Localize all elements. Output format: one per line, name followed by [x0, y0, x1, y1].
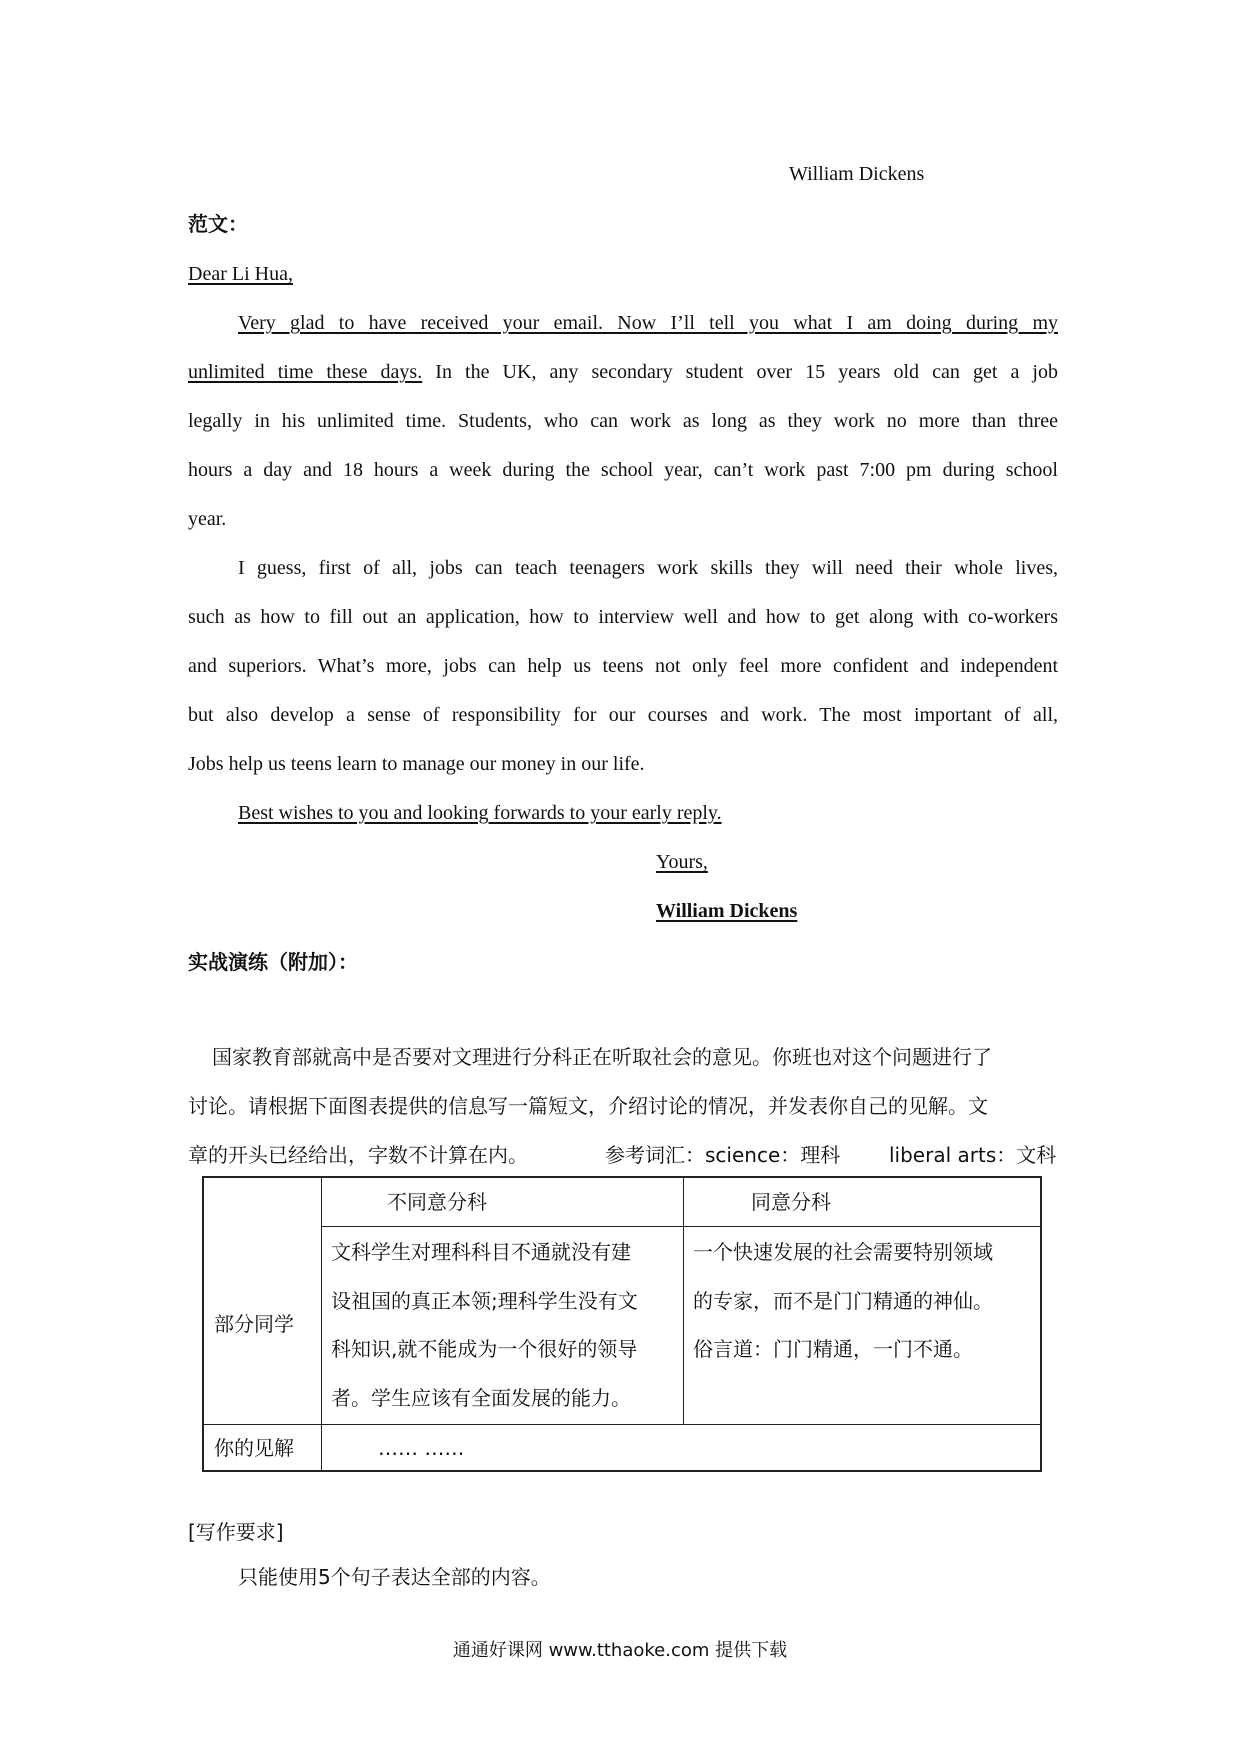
disagree-line1: 文科学生对理科科目不通就没有建 [331, 1240, 631, 1264]
agree-line1: 一个快速发展的社会需要特别领域 [693, 1240, 993, 1264]
model-essay-heading: 范文： [188, 212, 248, 236]
paragraph2-line2: such as how to fill out an application, how to interview well and how to get along with co-workers [188, 606, 1058, 628]
prompt-line1: 国家教育部就高中是否要对文理进行分科正在听取社会的意见。你班也对这个问题进行了 [212, 1045, 992, 1069]
header-signature: William Dickens [789, 163, 925, 185]
paragraph1-line2 [188, 360, 1058, 384]
requirement-text: 只能使用5个句子表达全部的内容。 [238, 1565, 551, 1589]
paragraph1-underlined-text: unlimited time these days. [188, 361, 423, 383]
disagree-line2: 设祖国的真正本领;理科学生没有文 [331, 1288, 638, 1313]
agree-line2: 的专家，而不是门门精通的神仙。 [693, 1288, 993, 1313]
prompt-line2: 讨论。请根据下面图表提供的信息写一篇短文，介绍讨论的情况，并发表你自己的见解。文 [188, 1094, 988, 1118]
letter-signoff: Yours, [656, 851, 708, 873]
header-disagree: 不同意分科 [387, 1190, 487, 1214]
page-footer: 通通好课网 www.tthaoke.com 提供下载 [452, 1640, 788, 1661]
vocab-label: 参考词汇： [605, 1143, 705, 1167]
paragraph2-line5: Jobs help us teens learn to manage our money in our life. [188, 753, 645, 775]
disagree-line3: 科知识,就不能成为一个很好的领导 [331, 1337, 638, 1361]
opinion-table [202, 1176, 1042, 1472]
table-divider-v1 [321, 1178, 322, 1470]
opinion-placeholder: …… …… [378, 1436, 465, 1460]
table-divider-v2 [683, 1178, 684, 1424]
paragraph1-line1: Very glad to have received your email. Now I’ll tell you what I am doing during my [238, 312, 1058, 334]
row-label-students: 部分同学 [214, 1312, 294, 1336]
paragraph2-line3: and superiors. What’s more, jobs can help us teens not only feel more confident and independent [188, 655, 1058, 677]
paragraph2-line4: but also develop a sense of responsibility for our courses and work. The most important of all, [188, 704, 1058, 726]
prompt-line3: 章的开头已经给出，字数不计算在内。 [188, 1143, 528, 1167]
practice-heading: 实战演练（附加）： [188, 950, 358, 974]
letter-salutation: Dear Li Hua, [188, 263, 293, 285]
vocab-liberal-arts: liberal arts：文科 [889, 1143, 1057, 1167]
requirement-heading: [写作要求] [188, 1520, 284, 1544]
paragraph1-continued-text: In the UK, any secondary student over 15 years old can get a job [422, 361, 1058, 383]
letter-signature: William Dickens [656, 900, 798, 922]
disagree-line4: 者。学生应该有全面发展的能力。 [331, 1385, 631, 1410]
vocab-science: science：理科 [705, 1143, 841, 1167]
paragraph2-line1: I guess, first of all, jobs can teach teenagers work skills they will need their whole lives, [238, 557, 1058, 579]
agree-reason [693, 1228, 993, 1374]
agree-line3: 俗言道：门门精通，一门不通。 [693, 1337, 973, 1361]
disagree-reason [331, 1228, 638, 1422]
letter-closing: Best wishes to you and looking forwards to your early reply. [238, 802, 722, 824]
paragraph1-line5: year. [188, 508, 227, 530]
table-divider-h1 [321, 1226, 1040, 1227]
paragraph1-line3: legally in his unlimited time. Students, who can work as long as they work no more than three [188, 410, 1058, 432]
row-label-opinion: 你的见解 [214, 1436, 294, 1460]
table-divider-h2 [204, 1424, 1040, 1425]
paragraph1-line4: hours a day and 18 hours a week during the school year, can’t work past 7:00 pm during school [188, 459, 1058, 481]
header-agree: 同意分科 [751, 1190, 831, 1214]
